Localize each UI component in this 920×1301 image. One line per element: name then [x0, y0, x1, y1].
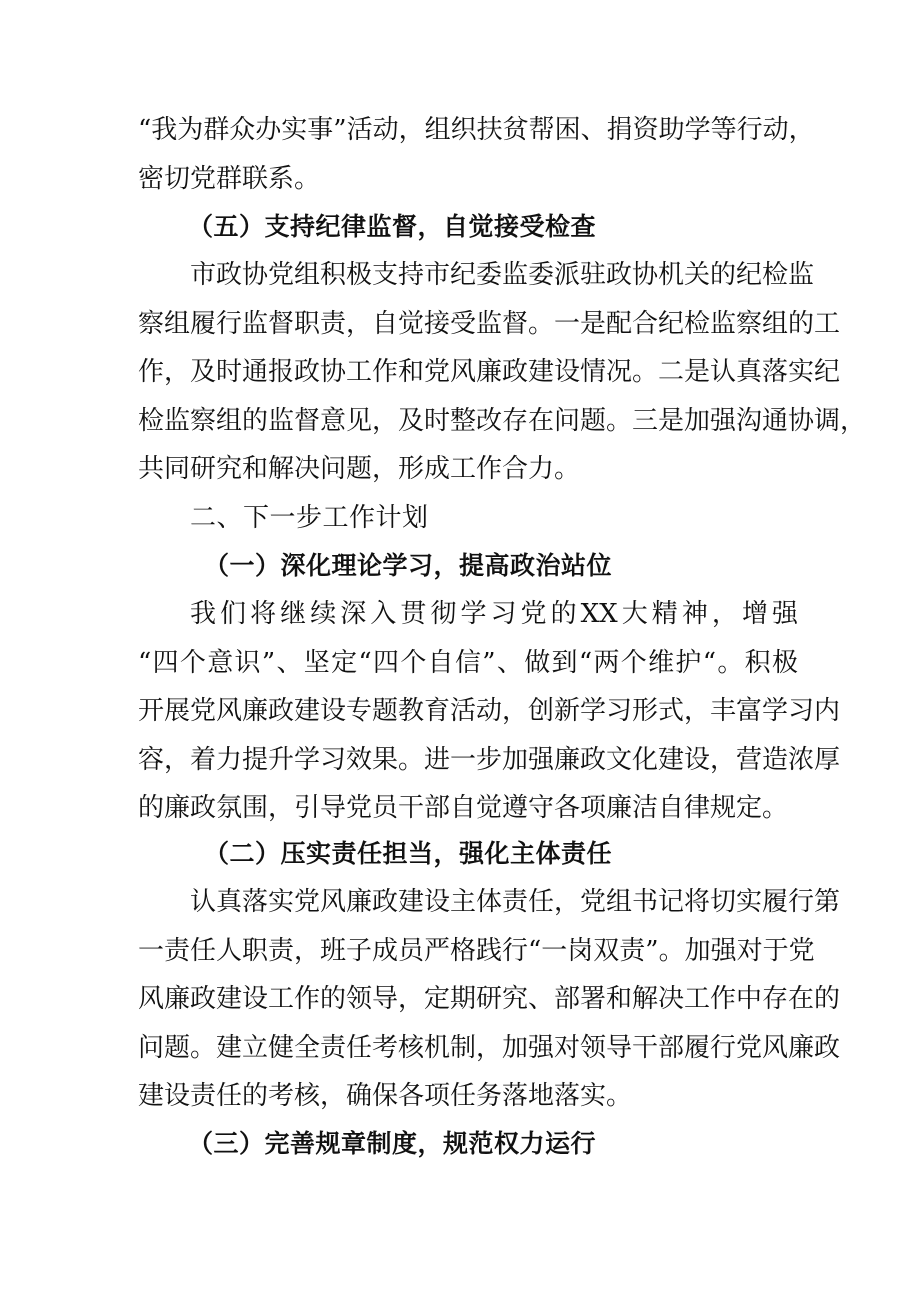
text-line: 密切党群联系。	[138, 163, 321, 194]
heading-text: 二、下一步工作计划	[190, 503, 429, 533]
heading-text: （一）深化理论学习，提高政治站位	[204, 551, 613, 580]
text-line: 检监察组的监督意见，及时整改存在问题。三是加强沟通协调，	[138, 405, 867, 436]
heading-text: （二）压实责任担当，强化主体责任	[204, 839, 613, 868]
paragraph-2-2	[138, 878, 841, 1121]
text-line: 共同研究和解决问题，形成工作合力。	[138, 454, 581, 484]
text-line: 我们将继续深入贯彻学习党的XX大精神，增强	[190, 599, 798, 629]
text-line: 风廉政建设工作的领导，定期研究、部署和解决工作中存在的	[138, 984, 841, 1014]
text-line: “我为群众办实事”活动，组织扶贫帮困、捐资助学等行动，	[138, 115, 815, 145]
text-line: 市政协党组积极支持市纪委监委派驻政协机关的纪检监	[190, 260, 815, 290]
text-line: 开展党风廉政建设专题教育活动，创新学习形式，丰富学习内	[138, 696, 841, 726]
paragraph-continuation	[138, 106, 815, 203]
section-heading-5	[138, 203, 798, 252]
heading-text: （五）支持纪律监督，自觉接受检查	[188, 212, 597, 241]
chapter-heading-2	[138, 494, 798, 543]
section-heading-2-2	[138, 830, 798, 879]
section-heading-2-3	[138, 1120, 798, 1169]
text-line: “四个意识”、坚定“四个自信”、做到“两个维护“。积极	[138, 647, 798, 678]
text-line: 的廉政氛围，引导党员干部自觉遵守各项廉洁自律规定。	[138, 793, 789, 823]
section-heading-2-1	[138, 542, 798, 591]
text-line: 问题。建立健全责任考核机制，加强对领导干部履行党风廉政	[138, 1032, 841, 1063]
text-line: 一责任人职责，班子成员严格践行“一岗双责”。加强对于党	[138, 935, 815, 966]
text-line: 认真落实党风廉政建设主体责任，党组书记将切实履行第	[190, 887, 841, 917]
text-line: 作，及时通报政协工作和党风廉政建设情况。二是认真落实纪	[138, 357, 841, 387]
text-line: 建设责任的考核，确保各项任务落地落实。	[138, 1081, 633, 1111]
text-line: 察组履行监督职责，自觉接受监督。一是配合纪检监察组的工	[138, 308, 841, 339]
heading-text: （三）完善规章制度，规范权力运行	[188, 1129, 597, 1158]
paragraph-2-1	[138, 590, 841, 833]
text-line: 容，着力提升学习效果。进一步加强廉政文化建设，营造浓厚	[138, 744, 841, 775]
paragraph-5	[138, 251, 867, 494]
